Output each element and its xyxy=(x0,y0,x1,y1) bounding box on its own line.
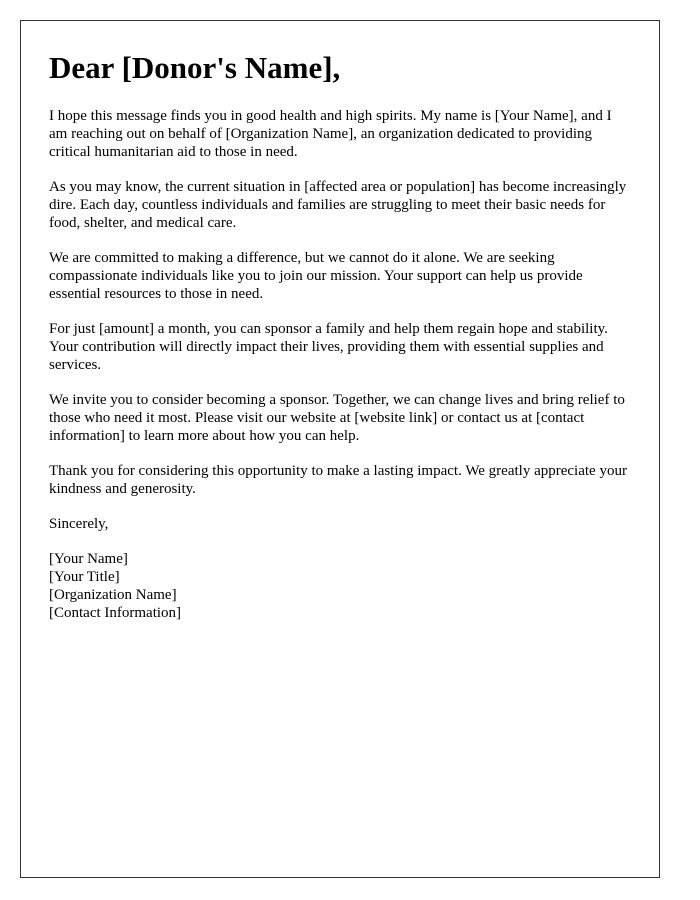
signature-block xyxy=(49,550,631,622)
letter-paragraph-intro: I hope this message finds you in good health and high spirits. My name is [Your Name], and I am reaching out on behalf of [Organization Name], an organization dedicated to providing critical humanitarian aid to those in need. xyxy=(49,108,612,160)
signature-contact: [Contact Information] xyxy=(49,605,182,621)
letter-paragraph-commitment: We are committed to making a difference, but we cannot do it alone. We are seeking compassionate individuals like you to join our mission. Your support can help us provide essential resources to those in need. xyxy=(49,250,583,302)
letter-greeting: Dear [Donor's Name], xyxy=(49,50,341,85)
signature-title: [Your Title] xyxy=(49,569,120,585)
letter-page xyxy=(20,20,660,878)
letter-paragraph-situation: As you may know, the current situation in [affected area or population] has become increasingly dire. Each day, countless individuals and families are struggling to meet their basic needs for food, shelter, and medical care. xyxy=(49,179,627,231)
signature-organization: [Organization Name] xyxy=(49,587,177,603)
letter-paragraph-sponsorship: For just [amount] a month, you can sponsor a family and help them regain hope and stability. Your contribution will directly impact their lives, providing them with essential supplies and services. xyxy=(49,321,608,373)
letter-paragraph-invitation: We invite you to consider becoming a sponsor. Together, we can change lives and bring relief to those who need it most. Please visit our website at [website link] or contact us at [contact information] to learn more about how you can help. xyxy=(49,392,625,444)
letter-closing: Sincerely, xyxy=(49,516,109,532)
signature-name: [Your Name] xyxy=(49,551,128,567)
letter-paragraph-thanks: Thank you for considering this opportunity to make a lasting impact. We greatly appreciate your kindness and generosity. xyxy=(49,463,627,497)
